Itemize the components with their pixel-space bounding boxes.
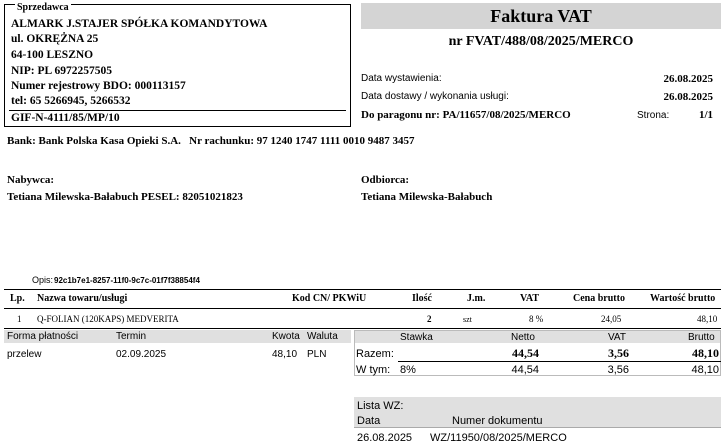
seller-gif: GIF-N-4111/85/MP/10 <box>11 112 120 124</box>
summary-total-vat: 3,56 <box>608 346 629 360</box>
buyer-name: Tetiana Milewska-Bałabuch PESEL: 82051021823 <box>7 191 243 203</box>
summary-header-net: Netto <box>511 332 535 343</box>
wz-title: Lista WZ: <box>357 400 404 412</box>
item-unit: szt <box>463 315 472 324</box>
item-gross-price: 24,05 <box>601 314 622 324</box>
summary-header-rate: Stawka <box>400 332 433 343</box>
seller-street: ul. OKRĘŻNA 25 <box>11 33 99 45</box>
issue-date: 26.08.2025 <box>663 73 713 85</box>
items-header-unit: J.m. <box>467 293 486 304</box>
payment-header-currency: Waluta <box>307 331 338 342</box>
summary-including-vat: 3,56 <box>607 364 629 376</box>
summary-including-rate: 8% <box>400 364 416 376</box>
payment-header-form: Forma płatności <box>7 331 79 342</box>
summary-including-net: 44,54 <box>511 364 539 376</box>
summary-header-vat: VAT <box>608 332 626 343</box>
page-number: 1/1 <box>698 109 713 121</box>
payment-amount: 48,10 <box>272 349 298 360</box>
seller-box <box>4 4 351 127</box>
item-gross-value: 48,10 <box>697 314 718 324</box>
items-header-code: Kod CN/ PKWiU <box>292 293 367 304</box>
items-header-qty: Ilość <box>412 293 432 304</box>
summary-total-gross: 48,10 <box>692 346 719 360</box>
page-label: Strona: <box>637 110 670 121</box>
issue-date-label: Data wystawienia: <box>361 73 442 84</box>
delivery-date: 26.08.2025 <box>663 91 713 103</box>
item-vat: 8 % <box>529 314 544 324</box>
payment-header-term: Termin <box>116 331 147 342</box>
items-table-top-line <box>4 289 721 290</box>
summary-divider <box>398 361 721 362</box>
summary-header-gross: Brutto <box>688 332 715 343</box>
summary-total-label: Razem: <box>356 348 394 360</box>
title-band <box>361 3 721 29</box>
bank-account: Bank: Bank Polska Kasa Opieki S.A. Nr rachunku: 97 1240 1747 1111 0010 9487 3457 <box>7 135 415 147</box>
delivery-date-label: Data dostawy / wykonania usługi: <box>361 91 509 102</box>
summary-including-gross: 48,10 <box>691 364 719 376</box>
seller-legend: Sprzedawca <box>17 2 69 13</box>
wz-doc-number: WZ/11950/08/2025/MERCO <box>430 432 567 444</box>
payment-term: 02.09.2025 <box>116 349 167 360</box>
wz-header-date: Data <box>357 415 381 427</box>
payment-header-amount: Kwota <box>272 331 300 342</box>
seller-name: ALMARK J.STAJER SPÓŁKA KOMANDYTOWA <box>11 18 268 30</box>
summary-total-net: 44,54 <box>512 346 539 360</box>
recipient-name: Tetiana Milewska-Bałabuch <box>361 191 493 203</box>
payment-form: przelew <box>7 349 42 360</box>
document-number: nr FVAT/488/08/2025/MERCO <box>448 34 634 49</box>
items-table-bottom-line <box>4 328 721 329</box>
seller-tel: tel: 65 5266945, 5266532 <box>11 95 131 107</box>
items-header-lp: Lp. <box>10 293 25 304</box>
wz-header-doc: Numer dokumentu <box>452 415 543 427</box>
receipt-number: Do paragonu nr: PA/11657/08/2025/MERCO <box>361 109 571 121</box>
item-qty: 2 <box>427 314 432 324</box>
document-title: Faktura VAT <box>490 6 592 26</box>
seller-divider <box>9 110 346 111</box>
summary-including-label: W tym: <box>356 364 391 376</box>
description-value: 92c1b7e1-8257-11f0-9c7c-01f7f38854f4 <box>54 276 200 285</box>
description-label: Opis: <box>32 275 54 285</box>
item-name: Q-FOLIAN (120KAPS) MEDVERITA <box>37 314 179 324</box>
seller-city: 64-100 LESZNO <box>11 49 94 61</box>
seller-bdo: Numer rejestrowy BDO: 000113157 <box>11 80 186 92</box>
items-header-bottom-line <box>4 308 721 309</box>
item-lp: 1 <box>17 314 22 324</box>
items-header-gross-price: Cena brutto <box>573 293 625 304</box>
payment-currency: PLN <box>307 349 327 360</box>
seller-nip: NIP: PL 6972257505 <box>11 65 112 77</box>
items-header-name: Nazwa towaru/usługi <box>37 293 128 304</box>
wz-date: 26.08.2025 <box>357 432 413 444</box>
buyer-label: Nabywca: <box>7 174 55 186</box>
recipient-label: Odbiorca: <box>361 174 410 186</box>
items-header-gross-value: Wartość brutto <box>650 293 716 304</box>
items-header-vat: VAT <box>520 293 540 304</box>
